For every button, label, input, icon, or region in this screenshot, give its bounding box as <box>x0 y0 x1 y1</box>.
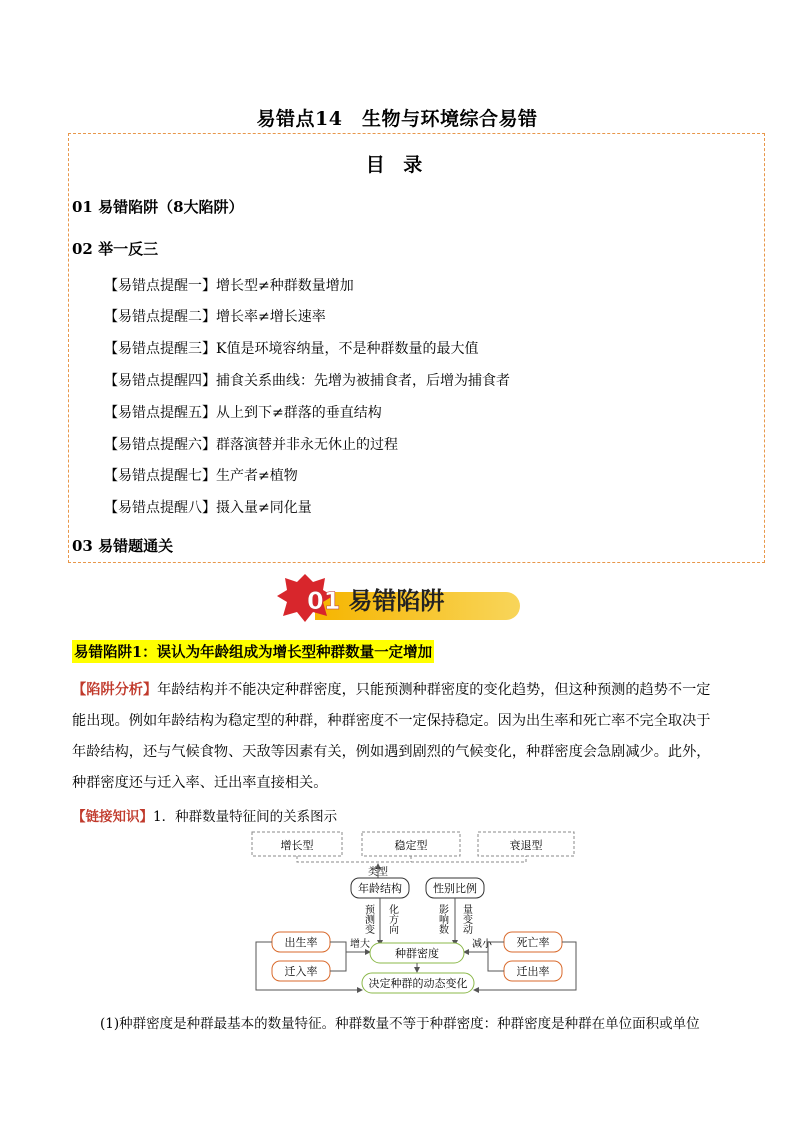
immigration-rate: 迁入率 <box>284 965 318 978</box>
decrease-label: 减小 <box>472 939 492 950</box>
type-growth: 增长型 <box>280 839 314 852</box>
emigration-rate: 迁出率 <box>516 965 550 978</box>
toc-item: 【易错点提醒四】捕食关系曲线：先增为被捕食者，后增为捕食者 <box>104 373 510 389</box>
section-banner <box>275 570 525 624</box>
sex-ratio: 性别比例 <box>433 882 477 895</box>
toc-item: 【易错点提醒一】增长型≠种群数量增加 <box>104 278 354 294</box>
link-text: 1．种群数量特征间的关系图示 <box>153 809 338 825</box>
dynamic-change: 决定种群的动态变化 <box>368 977 468 990</box>
toc-item: 【易错点提醒五】从上到下≠群落的垂直结构 <box>104 405 382 421</box>
type-decline: 衰退型 <box>509 839 543 852</box>
toc-item: 【易错点提醒八】摄入量≠同化量 <box>104 500 312 516</box>
toc-item: 【易错点提醒七】生产者≠植物 <box>104 468 298 484</box>
analysis-paragraph <box>72 675 722 799</box>
population-diagram <box>250 828 580 998</box>
toc-heading: 目 录 <box>365 154 429 176</box>
link-knowledge <box>72 805 337 825</box>
page-title: 易错点14 生物与环境综合易错 <box>256 108 538 130</box>
toc-item: 【易错点提醒六】群落演替并非永无休止的过程 <box>104 437 398 453</box>
link-tag: 【链接知识】 <box>72 809 153 825</box>
type-label: 类型 <box>368 867 388 878</box>
analysis-text: 年龄结构并不能决定种群密度，只能预测种群密度的变化趋势，但这种预测的趋势不一定能出现。例如年龄结构为稳定型的种群，种群密度不一定保持稳定。因为出生率和死亡率不完全取决于年龄结构，还与气候食物、天敌等因素有关，例如遇到剧烈的气候变化，种群密度会急剧减少。此外，种群密度还与迁入率、迁出率直接相关。 <box>72 682 711 791</box>
body-text-line: (1)种群密度是种群最基本的数量特征。种群数量不等于种群密度：种群密度是种群在单位面积或单位 <box>100 1016 700 1032</box>
analysis-tag: 【陷阱分析】 <box>72 682 158 698</box>
banner-number: 01 <box>307 587 341 615</box>
toc-section-3: 03 易错题通关 <box>72 537 174 555</box>
banner-label: 易错陷阱 <box>348 587 445 615</box>
population-density: 种群密度 <box>395 947 439 960</box>
age-arrow-label-1: 预测变 <box>362 904 374 934</box>
toc-item: 【易错点提醒二】增长率≠增长速率 <box>104 309 326 325</box>
sex-arrow-label-2: 量变动 <box>460 904 472 934</box>
type-stable: 稳定型 <box>394 839 428 852</box>
increase-label: 增大 <box>350 939 370 950</box>
toc-item: 【易错点提醒三】K值是环境容纳量，不是种群数量的最大值 <box>104 341 479 357</box>
trap-title: 易错陷阱1：误认为年龄组成为增长型种群数量一定增加 <box>72 640 434 663</box>
toc-section-1: 01 易错陷阱（8大陷阱） <box>72 198 244 216</box>
toc-section-2: 02 举一反三 <box>72 240 159 258</box>
age-arrow-label-2: 化方向 <box>386 904 398 934</box>
birth-rate: 出生率 <box>284 936 318 949</box>
age-structure: 年龄结构 <box>358 882 402 895</box>
sex-arrow-label-1: 影响数 <box>436 904 448 934</box>
death-rate: 死亡率 <box>516 936 550 949</box>
